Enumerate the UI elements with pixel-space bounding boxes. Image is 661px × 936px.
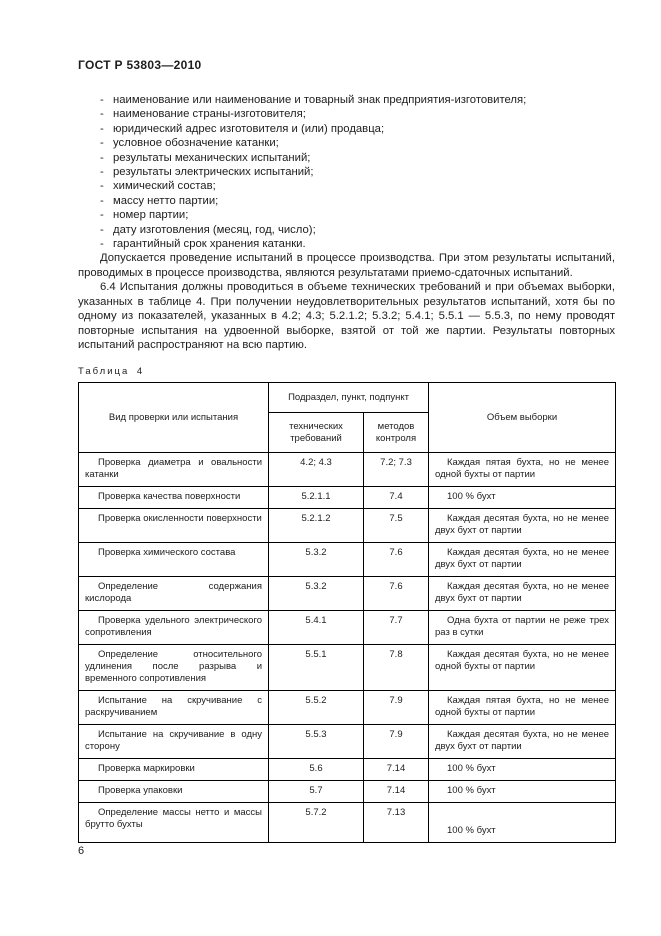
- paragraph-6-4: 6.4 Испытания должны проводиться в объеме технических требований и при объемах выборки, указанных в таблице 4. При получении неудовлетворительных результатов испытаний, хотя бы по одному из показателей, указанных в 4.2; 4.3; 5.2.1.2; 5.3.2; 5.4.1; 5.5.1 — 5.5.3, по нему проводят повторные испытания на удвоенной выборке, взятой от той же партии. Результаты повторных испытаний распространяют на всю партию.: [78, 281, 615, 351]
- sample-size-cell: 100 % бухт: [429, 759, 616, 781]
- list-item-text: номер партии;: [113, 209, 189, 222]
- table-row: [79, 509, 616, 543]
- list-item-text: наименование страны-изготовителя;: [113, 108, 306, 121]
- sample-size-cell: 100 % бухт: [429, 781, 616, 803]
- test-type-cell: Проверка удельного электрического сопротивления: [79, 611, 269, 645]
- tech-requirement-cell: 5.6: [269, 759, 364, 781]
- tech-requirement-cell: 5.5.3: [269, 725, 364, 759]
- list-item: [78, 107, 615, 121]
- sampling-table: [78, 382, 616, 843]
- table-row: [79, 577, 616, 611]
- marking-requirements-list: [78, 93, 615, 251]
- list-item: [78, 151, 615, 165]
- list-item: [78, 165, 615, 179]
- list-item-text: массу нетто партии;: [113, 194, 219, 207]
- tech-requirement-cell: 5.3.2: [269, 543, 364, 577]
- test-type-cell: Проверка окисленности поверхности: [79, 509, 269, 543]
- sample-size-cell: Каждая пятая бухта, но не менее одной бухты от партии: [429, 453, 616, 487]
- test-type-cell: Проверка упаковки: [79, 781, 269, 803]
- sample-size-cell: Каждая десятая бухта, но не менее двух бухт от партии: [429, 543, 616, 577]
- table-row: [79, 803, 616, 843]
- list-item-text: гарантийный срок хранения катанки.: [113, 238, 306, 251]
- table-row: [79, 453, 616, 487]
- table-row: [79, 611, 616, 645]
- control-method-cell: 7.14: [364, 759, 429, 781]
- list-item: [78, 93, 615, 107]
- dash-bullet: -: [100, 209, 104, 222]
- table-row: [79, 781, 616, 803]
- control-method-cell: 7.8: [364, 645, 429, 691]
- tech-requirement-cell: 5.7: [269, 781, 364, 803]
- test-type-cell: Проверка химического состава: [79, 543, 269, 577]
- list-item: [78, 237, 615, 251]
- list-item: [78, 223, 615, 237]
- sample-size-cell: 100 % бухт: [429, 487, 616, 509]
- list-item: [78, 122, 615, 136]
- control-method-cell: 7.6: [364, 577, 429, 611]
- dash-bullet: -: [100, 94, 104, 106]
- control-method-cell: 7.6: [364, 543, 429, 577]
- page-number: 6: [78, 845, 85, 857]
- dash-bullet: -: [100, 108, 104, 121]
- dash-bullet: -: [100, 238, 104, 251]
- table-header-row-1: [79, 383, 616, 413]
- list-item-text: химический состав;: [113, 180, 216, 193]
- sample-size-cell: Каждая десятая бухта, но не менее двух бухт от партии: [429, 577, 616, 611]
- header-control-methods: методов контроля: [364, 413, 429, 453]
- dash-bullet: -: [100, 122, 104, 135]
- standard-number-header: ГОСТ Р 53803—2010: [78, 58, 202, 72]
- table-caption: Таблица 4: [78, 366, 145, 378]
- control-method-cell: 7.9: [364, 725, 429, 759]
- tech-requirement-cell: 5.4.1: [269, 611, 364, 645]
- control-method-cell: 7.7: [364, 611, 429, 645]
- tech-requirement-cell: 4.2; 4.3: [269, 453, 364, 487]
- test-type-cell: Проверка маркировки: [79, 759, 269, 781]
- table-head: [79, 383, 616, 453]
- test-type-cell: Проверка диаметра и овальности катанки: [79, 453, 269, 487]
- dash-bullet: -: [100, 180, 104, 193]
- control-method-cell: 7.2; 7.3: [364, 453, 429, 487]
- dash-bullet: -: [100, 151, 104, 164]
- test-type-cell: Испытание на скручивание с раскручиванием: [79, 691, 269, 725]
- page-content: [78, 58, 615, 843]
- tech-requirement-cell: 5.2.1.2: [269, 509, 364, 543]
- table-row: [79, 725, 616, 759]
- dash-bullet: -: [100, 223, 104, 236]
- dash-bullet: -: [100, 194, 104, 207]
- dash-bullet: -: [100, 166, 104, 179]
- header-clause-group: Подраздел, пункт, подпункт: [269, 383, 429, 413]
- table-row: [79, 487, 616, 509]
- tech-requirement-cell: 5.5.1: [269, 645, 364, 691]
- control-method-cell: 7.9: [364, 691, 429, 725]
- list-item: [78, 179, 615, 193]
- control-method-cell: 7.13: [364, 803, 429, 843]
- sample-size-cell: Каждая десятая бухта, но не менее одной бухты от партии: [429, 645, 616, 691]
- list-item-text: дату изготовления (месяц, год, число);: [113, 223, 316, 236]
- list-item: [78, 194, 615, 208]
- list-item: [78, 208, 615, 222]
- sample-size-cell: Каждая десятая бухта, но не менее двух бухт от партии: [429, 509, 616, 543]
- test-type-cell: Определение относительного удлинения после разрыва и временного сопротивления: [79, 645, 269, 691]
- control-method-cell: 7.5: [364, 509, 429, 543]
- table-body: [79, 453, 616, 843]
- table-row: [79, 543, 616, 577]
- sample-size-cell: Каждая пятая бухта, но не менее одной бухты от партии: [429, 691, 616, 725]
- sample-size-cell: Каждая десятая бухта, но не менее двух бухт от партии: [429, 725, 616, 759]
- sample-size-cell: Одна бухта от партии не реже трех раз в сутки: [429, 611, 616, 645]
- tech-requirement-cell: 5.2.1.1: [269, 487, 364, 509]
- test-type-cell: Определение содержания кислорода: [79, 577, 269, 611]
- table-row: [79, 691, 616, 725]
- tech-requirement-cell: 5.5.2: [269, 691, 364, 725]
- list-item-text: результаты механических испытаний;: [113, 151, 311, 164]
- paragraph-production-tests: Допускается проведение испытаний в процессе производства. При этом результаты испытаний, проводимых в процессе производства, являются результатами приемо-сдаточных испытаний.: [78, 252, 615, 279]
- table-row: [79, 759, 616, 781]
- list-item-text: наименование или наименование и товарный знак предприятия-изготовителя;: [113, 94, 527, 106]
- dash-bullet: -: [100, 137, 104, 150]
- tech-requirement-cell: 5.3.2: [269, 577, 364, 611]
- list-item: [78, 136, 615, 150]
- tech-requirement-cell: 5.7.2: [269, 803, 364, 843]
- list-item-text: условное обозначение катанки;: [113, 137, 279, 150]
- header-sample-size: Объем выборки: [429, 383, 616, 453]
- list-item-text: результаты электрических испытаний;: [113, 166, 314, 179]
- test-type-cell: Проверка качества поверхности: [79, 487, 269, 509]
- list-item-text: юридический адрес изготовителя и (или) продавца;: [113, 122, 385, 135]
- control-method-cell: 7.4: [364, 487, 429, 509]
- header-tech-requirements: технических требований: [269, 413, 364, 453]
- table-row: [79, 645, 616, 691]
- test-type-cell: Определение массы нетто и массы брутто бухты: [79, 803, 269, 843]
- control-method-cell: 7.14: [364, 781, 429, 803]
- sample-size-cell: 100 % бухт: [429, 803, 616, 843]
- header-test-type: Вид проверки или испытания: [79, 383, 269, 453]
- test-type-cell: Испытание на скручивание в одну сторону: [79, 725, 269, 759]
